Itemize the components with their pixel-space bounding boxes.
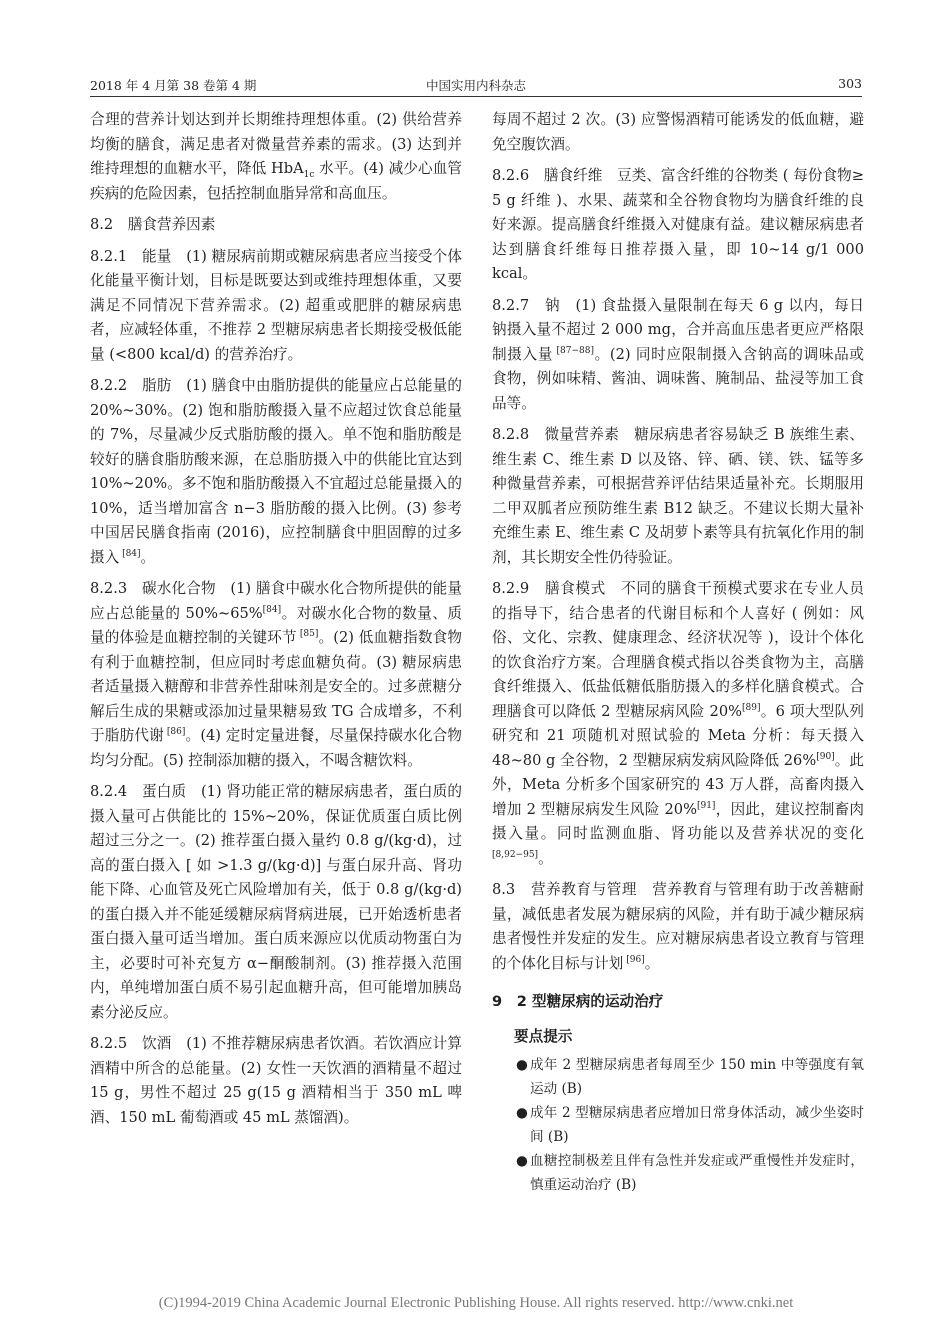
section-heading-9: 9 2 型糖尿病的运动治疗 — [492, 993, 664, 1010]
key-point-item: ● 成年 2 型糖尿病患者每周至少 150 min 中等强度有氧运动 (B) — [514, 1053, 864, 1101]
issue-info: 2018 年 4 月第 38 卷第 4 期 — [90, 78, 257, 93]
paragraph-8-2-7-sodium: 8.2.7 钠 (1) 食盐摄入量限制在每天 6 g 以内，每日钠摄入量不超过 2 000 mg，合并高血压患者更应严格限制摄入量 [87−88]。(2) 同时应限制摄入含钠高的调味品或食物，例如味精、酱油、调味酱、腌制品、盐浸等加工食品等。 — [492, 296, 864, 412]
running-header — [90, 74, 862, 97]
bullet-icon: ● — [516, 1057, 528, 1073]
page-number: 303 — [838, 76, 862, 91]
paragraph-8-2-6-fiber: 8.2.6 膳食纤维 豆类、富含纤维的谷物类 ( 每份食物≥ 5 g 纤维 )、水果、蔬菜和全谷物食物均为膳食纤维的良好来源。提高膳食纤维摄入对健康有益。建议糖尿病患者达到膳食纤维每日推荐摄入量，即 10~14 g/1 000 kcal。 — [492, 167, 864, 282]
key-points-title: 要点提示 — [514, 1027, 573, 1045]
paragraph-8-2-2-fat: 8.2.2 脂肪 (1) 膳食中由脂肪提供的能量应占总能量的 20%~30%。(2) 饱和脂肪酸摄入量不应超过饮食总能量的 7%，尽量减少反式脂肪酸的摄入。单不饱和脂肪酸是较好的膳食脂肪酸来源，在总脂肪摄入中的供能比宜达到 10%~20%。多不饱和脂肪酸摄入不宜超过总能量摄入的 10%，适当增加富含 n−3 脂肪酸的摄入比例。(3) 参考中国居民膳食指南 (2016)，应控制膳食中胆固醇的过多摄入 [84]。 — [90, 377, 462, 566]
right-column — [492, 108, 864, 1197]
paragraph-8-2-9-dietary-pattern: 8.2.9 膳食模式 不同的膳食干预模式要求在专业人员的指导下，结合患者的代谢目标和个人喜好 ( 例如：风俗、文化、宗教、健康理念、经济状况等 )，设计个体化的饮食治疗方案。合理膳食模式指以谷类食物为主，高膳食纤维摄入、低盐低糖低脂肪摄入的多样化膳食模式。合理膳食可以降低 2 型糖尿病风险 20%[89]。6 项大型队列研究和 21 项随机对照试验的 Meta 分析：每天摄入 48~80 g 全谷物，2 型糖尿病发病风险降低 26%[90]。此外，Meta 分析多个国家研究的 43 万人群，高畜肉摄入增加 2 型糖尿病发生风险 20%[91]，因此，建议控制畜肉摄入量。同时监测血脂、肾功能以及营养状况的变化 [8,92−95]。 — [492, 580, 864, 867]
copyright-footer: (C)1994-2019 China Academic Journal Electronic Publishing House. All rights reserved. http://www.cnki.net — [158, 1295, 794, 1311]
paragraph-8-2-4-protein: 8.2.4 蛋白质 (1) 肾功能正常的糖尿病患者，蛋白质的摄入量可占供能比的 15%~20%，保证优质蛋白质比例超过三分之一。(2) 推荐蛋白摄入量约 0.8 g/(kg·d)，过高的蛋白摄入 [ 如 >1.3 g/(kg·d)] 与蛋白尿升高、肾功能下降、心血管及死亡风险增加有关，低于 0.8 g/(kg·d) 的蛋白摄入并不能延缓糖尿病肾病进展，已开始透析患者蛋白摄入量可适当增加。蛋白质来源应以优质动物蛋白为主，必要时可补充复方 α−酮酸制剂。(3) 推荐摄入范围内，单纯增加蛋白质不易引起血糖升高，但可能增加胰岛素分泌反应。 — [90, 783, 462, 1021]
bullet-icon: ● — [516, 1153, 528, 1169]
key-point-item: ● 成年 2 型糖尿病患者应增加日常身体活动，减少坐姿时间 (B) — [514, 1101, 864, 1149]
key-point-item: ● 血糖控制极差且伴有急性并发症或严重慢性并发症时，慎重运动治疗 (B) — [514, 1149, 864, 1197]
paragraph-8-2-5-alcohol: 8.2.5 饮酒 (1) 不推荐糖尿病患者饮酒。若饮酒应计算酒精中所含的总能量。(2) 女性一天饮酒的酒精量不超过 15 g，男性不超过 25 g(15 g 酒精相当于 350 mL 啤酒、150 mL 葡萄酒或 45 mL 蒸馏酒)。 — [90, 1035, 462, 1126]
paragraph-alcohol-continued: 每周不超过 2 次。(3) 应警惕酒精可能诱发的低血糖，避免空腹饮酒。 — [492, 111, 864, 153]
paragraph-intro: 合理的营养计划达到并长期维持理想体重。(2) 供给营养均衡的膳食，满足患者对微量营养素的需求。(3) 达到并维持理想的血糖水平，降低 HbA$_{1c}$ 水平。(4) 减少心血管疾病的危险因素，包括控制血脂异常和高血压。 — [90, 111, 462, 202]
paragraph-8-2-1-energy: 8.2.1 能量 (1) 糖尿病前期或糖尿病患者应当接受个体化能量平衡计划，目标是既要达到或维持理想体重，又要满足不同情况下营养需求。(2) 超重或肥胖的糖尿病患者，应减轻体重，不推荐 2 型糖尿病患者长期接受极低能量 (<800 kcal/d) 的营养治疗。 — [90, 247, 462, 363]
bullet-icon: ● — [516, 1105, 528, 1121]
key-points-list — [514, 1053, 864, 1197]
journal-name: 中国实用内科杂志 — [425, 78, 526, 93]
section-heading-8-2: 8.2 膳食营养因素 — [90, 216, 216, 233]
paragraph-8-2-8-micronutrients: 8.2.8 微量营养素 糖尿病患者容易缺乏 B 族维生素、维生素 C、维生素 D 以及铬、锌、硒、镁、铁、锰等多种微量营养素，可根据营养评估结果适量补充。长期服用二甲双胍者应预防维生素 B12 缺乏。不建议长期大量补充维生素 E、维生素 C 及胡萝卜素等具有抗氧化作用的制剂，其长期安全性仍待验证。 — [492, 426, 864, 566]
paragraph-8-3-education: 8.3 营养教育与管理 营养教育与管理有助于改善糖耐量，减低患者发展为糖尿病的风险，并有助于减少糖尿病患者慢性并发症的发生。应对糖尿病患者设立教育与管理的个体化目标与计划 [96]。 — [492, 881, 864, 972]
left-column — [90, 108, 462, 1130]
paragraph-8-2-3-carbohydrate: 8.2.3 碳水化合物 (1) 膳食中碳水化合物所提供的能量应占总能量的 50%~65%[84]。对碳水化合物的数量、质量的体验是血糖控制的关键环节 [85]。(2) 低血糖指数食物有利于血糖控制，但应同时考虑血糖负荷。(3) 糖尿病患者适量摄入糖醇和非营养性甜味剂是安全的。过多蔗糖分解后生成的果糖或添加过量果糖易致 TG 合成增多，不利于脂肪代谢 [86]。(4) 定时定量进餐，尽量保持碳水化合物均匀分配。(5) 控制添加糖的摄入，不喝含糖饮料。 — [90, 580, 462, 769]
